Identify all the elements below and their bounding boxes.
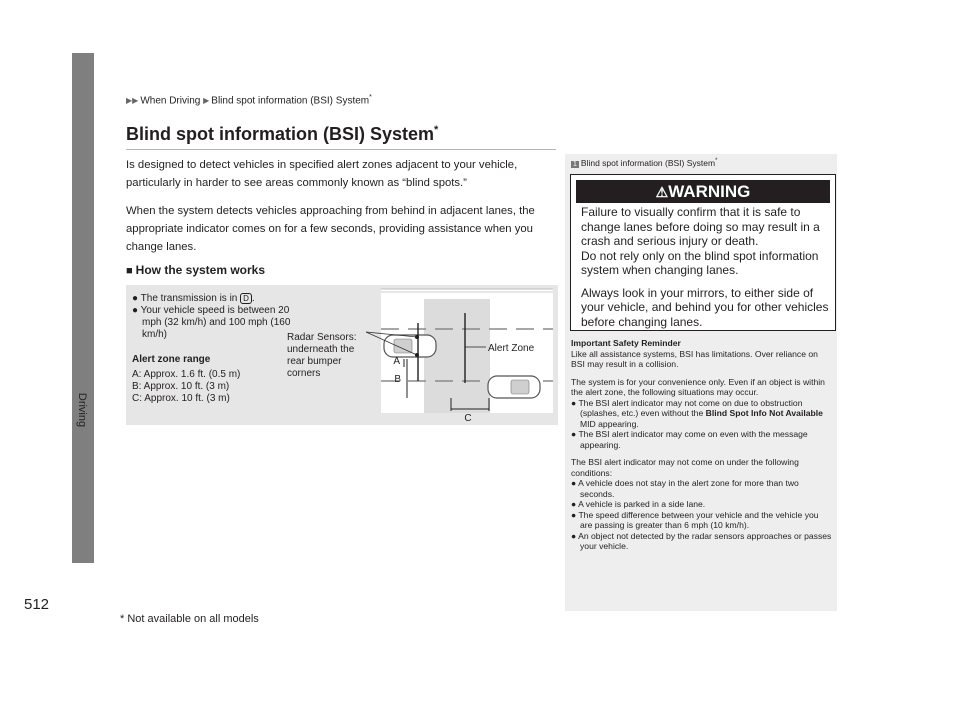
bullet-icon: ● xyxy=(571,509,577,520)
list-item xyxy=(571,478,833,499)
warning-paragraph: Always look in your mirrors, to either side of your vehicle, and behind you for other vehicles before changing lanes. xyxy=(581,285,829,329)
list-item-text: A vehicle is parked in a side lane. xyxy=(578,499,706,509)
page-title xyxy=(126,124,438,145)
list-item xyxy=(571,531,833,552)
list-item xyxy=(571,510,833,531)
range-title: Alert zone range xyxy=(132,354,211,365)
safety-reminder xyxy=(571,338,833,370)
bullet-icon: ● xyxy=(571,530,577,541)
sidebar-notes xyxy=(565,154,837,611)
bullet-icon: ● xyxy=(571,478,577,488)
list-item-text: A vehicle does not stay in the alert zone for more than two seconds. xyxy=(578,478,799,499)
alert-zone-figure xyxy=(126,285,558,425)
range-b: B: Approx. 10 ft. (3 m) xyxy=(132,381,230,392)
condition-text: The transmission is in xyxy=(140,293,238,304)
page-title-star: * xyxy=(434,124,439,136)
list-item-text: MID appearing. xyxy=(580,418,639,429)
breadcrumb-arrow-icon: ▶▶ xyxy=(126,96,139,106)
condition-punct: . xyxy=(251,293,255,304)
list-item-text: An object not detected by the radar sensors approaches or passes your vehicle. xyxy=(578,530,832,551)
section-heading xyxy=(126,263,265,277)
breadcrumb-level2[interactable]: Blind spot information (BSI) System xyxy=(211,95,370,107)
intro-paragraph-1: Is designed to detect vehicles in specified alert zones adjacent to your vehicle, particularly in harder to see areas commonly known as “blind spots.” xyxy=(126,159,518,189)
range-c: C: Approx. 10 ft. (3 m) xyxy=(132,393,230,404)
warning-triangle-icon: ⚠ xyxy=(655,184,669,200)
dimension-a-label: A xyxy=(393,356,400,367)
range-a: A: Approx. 1.6 ft. (0.5 m) xyxy=(132,369,241,380)
condition-text: Your vehicle speed is between 20 mph (32 km/h) and 100 mph (160 km/h) xyxy=(140,305,291,340)
warning-title-bar xyxy=(576,180,830,203)
alert-zone xyxy=(424,299,490,413)
dimension-b-label: B xyxy=(394,374,401,385)
section-marker: ■ xyxy=(126,265,133,277)
list-item xyxy=(571,429,833,450)
list-item-bold: Blind Spot Info Not Available xyxy=(705,408,823,418)
page-number: 512 xyxy=(24,596,50,613)
list-item xyxy=(571,398,833,430)
page-title-text: Blind spot information (BSI) System xyxy=(126,124,435,144)
breadcrumb-level1[interactable]: When Driving xyxy=(140,95,201,107)
list-item-text: The BSI alert indicator may come on even with the message appearing. xyxy=(578,429,808,450)
warning-title: WARNING xyxy=(668,182,751,201)
warning-box xyxy=(570,174,836,331)
bullet-icon: ● xyxy=(571,499,577,509)
warning-paragraph: Failure to visually confirm that it is safe to change lanes before doing so may result in a crash and serious injury or death. xyxy=(581,205,820,248)
gear-d-icon: D xyxy=(240,293,252,304)
intro-paragraph-2: When the system detects vehicles approaching from behind in adjacent lanes, the appropriate indicator comes on for a few seconds, providing assistance when you change lanes. xyxy=(126,205,535,253)
title-divider xyxy=(126,149,556,150)
radar-sensor-label: Radar Sensors: underneath the rear bumper corners xyxy=(287,332,357,379)
footnote: * Not available on all models xyxy=(120,613,259,625)
chapter-tab xyxy=(72,53,94,563)
bullet-icon: ● xyxy=(132,305,139,316)
alert-zone-label: Alert Zone xyxy=(488,343,535,354)
approaching-vehicle-window xyxy=(511,380,529,394)
sidebar-body xyxy=(571,338,833,559)
lane-diagram xyxy=(126,285,558,425)
safety-title: Important Safety Reminder xyxy=(571,338,681,348)
warning-paragraph: Do not rely only on the blind spot information system when changing lanes. xyxy=(581,248,819,277)
breadcrumb-star: * xyxy=(369,94,372,101)
convenience-text: The system is for your convenience only. Even if an object is within the alert zone, the following situations may occur. xyxy=(571,376,825,397)
bullet-icon: ● xyxy=(571,397,577,408)
conditions-intro: The BSI alert indicator may not come on under the following conditions: xyxy=(571,457,799,478)
list-item-text: The BSI alert indicator may not come on due to obstruction (splashes, etc.) even without the xyxy=(578,397,803,418)
bullet-icon: ● xyxy=(132,293,139,304)
breadcrumb xyxy=(126,94,372,106)
dimension-c-label: C xyxy=(464,413,472,424)
condition-list xyxy=(571,478,833,552)
reference-icon: 1 xyxy=(573,161,577,168)
list-item xyxy=(571,499,833,510)
sidebar-heading xyxy=(571,158,717,168)
warning-text xyxy=(581,205,831,329)
list-item-text: The speed difference between your vehicle and the vehicle you are passing is greater than 6 mph (10 km/h). xyxy=(578,509,819,530)
sidebar-heading-text: Blind spot information (BSI) System xyxy=(580,158,716,168)
chapter-label: Driving xyxy=(76,392,88,428)
situation-list xyxy=(571,398,833,451)
bullet-icon: ● xyxy=(571,429,577,439)
breadcrumb-arrow-icon: ▶ xyxy=(203,96,210,106)
section-heading-text: How the system works xyxy=(135,263,266,277)
safety-text: Like all assistance systems, BSI has limitations. Over reliance on BSI may result in a collision. xyxy=(571,348,818,369)
sidebar-heading-star: * xyxy=(715,158,718,165)
